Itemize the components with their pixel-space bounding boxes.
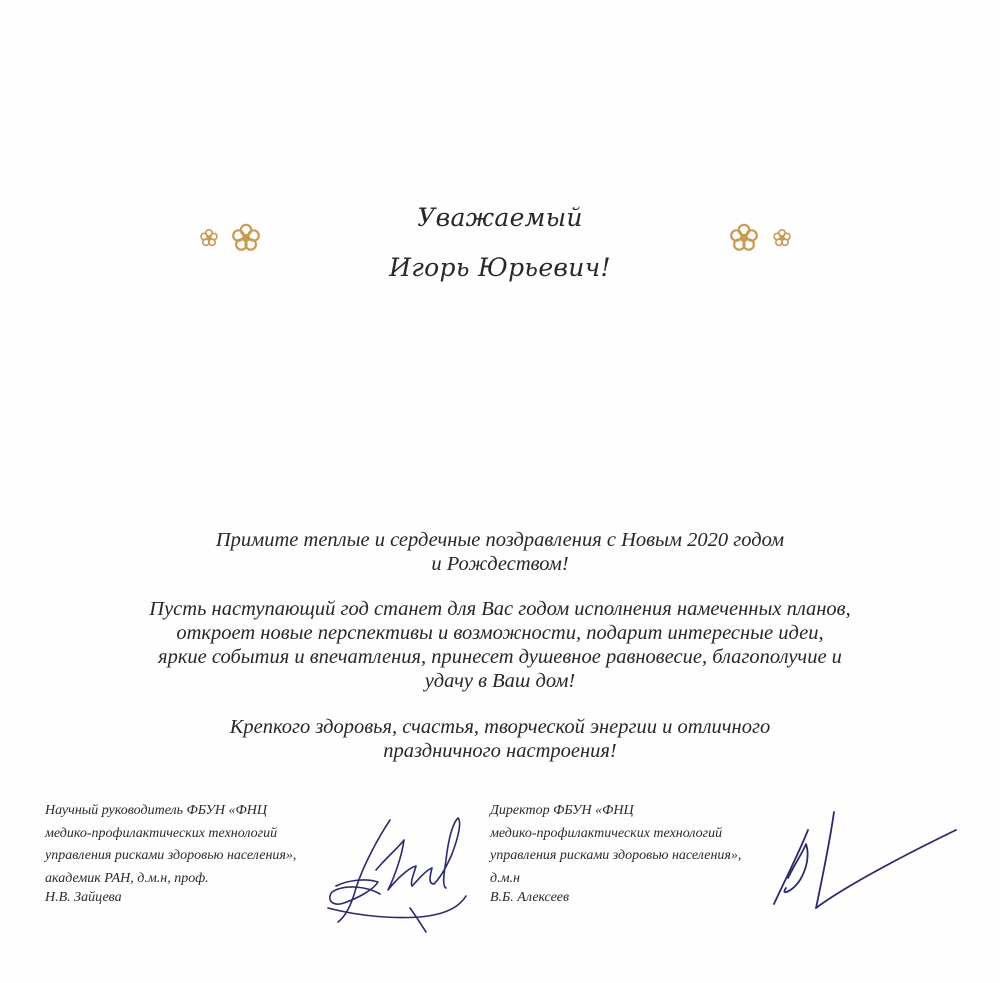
greeting-salutation: Уважаемый — [417, 203, 583, 232]
text-line: Пусть наступающий год станет для Вас годом исполнения намеченных планов, — [149, 598, 851, 620]
text-line: праздничного настроения! — [383, 740, 617, 762]
title-line: Научный руководитель ФБУН «ФНЦ — [45, 803, 267, 818]
paragraph-congratulation — [130, 528, 870, 576]
signatory-right-name: В.Б. Алексеев — [490, 890, 570, 905]
text-line: откроет новые перспективы и возможности, подарит интересные идеи, — [176, 622, 824, 644]
handwritten-signature-left — [318, 808, 478, 933]
paragraph-wishes — [130, 597, 870, 693]
title-line: управления рисками здоровью населения», — [490, 848, 742, 863]
title-line: управления рисками здоровью населения», — [45, 848, 297, 863]
handwritten-signature-right — [760, 800, 960, 915]
title-line: медико-профилактических технологий — [490, 825, 723, 841]
signatory-left-name: Н.В. Зайцева — [45, 890, 122, 905]
title-line: академик РАН, д.м.н, проф. — [45, 870, 209, 886]
text-line: удачу в Ваш дом! — [424, 670, 576, 692]
text-line: Примите теплые и сердечные поздравления с Новым 2020 годом — [215, 529, 785, 551]
title-line: д.м.н — [490, 870, 520, 886]
greeting-recipient: Игорь Юрьевич! — [389, 253, 611, 282]
text-line: яркие события и впечатления, принесет душевное равновесие, благополучие и — [158, 646, 842, 668]
text-line: Крепкого здоровья, счастья, творческой энергии и отличного — [229, 716, 771, 738]
title-line: медико-профилактических технологий — [45, 825, 278, 841]
paragraph-health — [130, 715, 870, 763]
title-line: Директор ФБУН «ФНЦ — [490, 803, 634, 818]
text-line: и Рождеством! — [431, 553, 569, 575]
